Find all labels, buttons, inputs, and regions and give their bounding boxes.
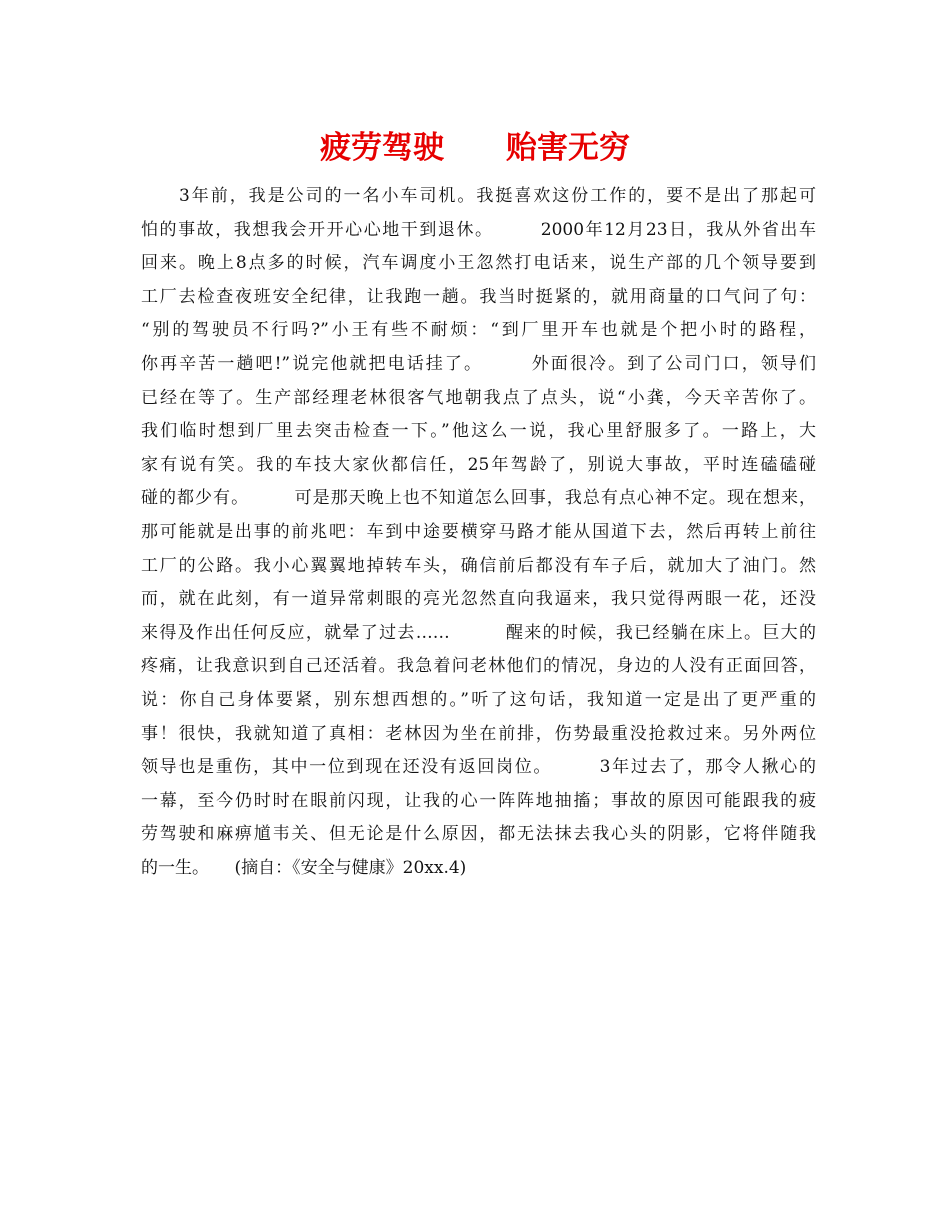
body-line: 怕的事故，我想我会开开心心地干到退休。 2000年12月23日，我从外省出车 [141, 219, 816, 240]
body-line: 你再辛苦一趟吧!”说完他就把电话挂了。 外面很冷。到了公司门口，领导们 [141, 353, 816, 374]
body-line: 我们临时想到厂里去突击检查一下。”他这么一说，我心里舒服多了。一路上，大 [141, 421, 816, 442]
body-line: 碰的都少有。 可是那天晚上也不知道怎么回事，我总有点心神不定。现在想来， [141, 488, 816, 509]
body-line: 一幕，至今仍时时在眼前闪现，让我的心一阵阵地抽搐；事故的原因可能跟我的疲 [141, 790, 816, 811]
body-line: 来得及作出任何反应，就晕了过去…… 醒来的时候，我已经躺在床上。巨大的 [141, 622, 816, 643]
body-line: 事！很快，我就知道了真相：老林因为坐在前排，伤势最重没抢救过来。另外两位 [141, 723, 816, 744]
body-line: 疼痛，让我意识到自己还活着。我急着问老林他们的情况，身边的人没有正面回答， [141, 656, 816, 677]
body-line: “别的驾驶员不行吗?”小王有些不耐烦：“到厂里开车也就是个把小时的路程， [141, 320, 816, 341]
body-line: 说：你自己身体要紧，别东想西想的。”听了这句话，我知道一定是出了更严重的 [141, 689, 816, 710]
body-line: 工厂的公路。我小心翼翼地掉转车头，确信前后都没有车子后，就加大了油门。然 [141, 555, 816, 576]
document-title: 疲劳驾驶 贻害无穷 [320, 130, 630, 166]
body-line: 领导也是重伤，其中一位到现在还没有返回岗位。 3年过去了，那令人揪心的 [141, 757, 816, 778]
document-body [141, 180, 816, 885]
body-line: 而，就在此刻，有一道异常刺眼的亮光忽然直向我逼来，我只觉得两眼一花，还没 [141, 589, 816, 610]
body-line: 家有说有笑。我的车技大家伙都信任，25年驾龄了，别说大事故，平时连磕磕碰 [141, 454, 816, 475]
body-line: 3年前，我是公司的一名小车司机。我挺喜欢这份工作的，要不是出了那起可 [141, 186, 816, 206]
body-line: 那可能就是出事的前兆吧：车到中途要横穿马路才能从国道下去，然后再转上前往 [141, 521, 816, 542]
body-line: 已经在等了。生产部经理老林很客气地朝我点了点头，说“小龚，今天辛苦你了。 [141, 387, 816, 408]
body-line: 的一生。 (摘自：《安全与健康》20xx.4) [141, 857, 467, 878]
body-line: 劳驾驶和麻痹馗韦关、但无论是什么原因，都无法抹去我心头的阴影，它将伴随我 [141, 824, 816, 845]
body-line: 回来。晚上8点多的时候，汽车调度小王忽然打电话来，说生产部的几个领导要到 [141, 253, 816, 274]
body-line: 工厂去检查夜班安全纪律，让我跑一趟。我当时挺紧的，就用商量的口气问了句： [141, 286, 816, 307]
